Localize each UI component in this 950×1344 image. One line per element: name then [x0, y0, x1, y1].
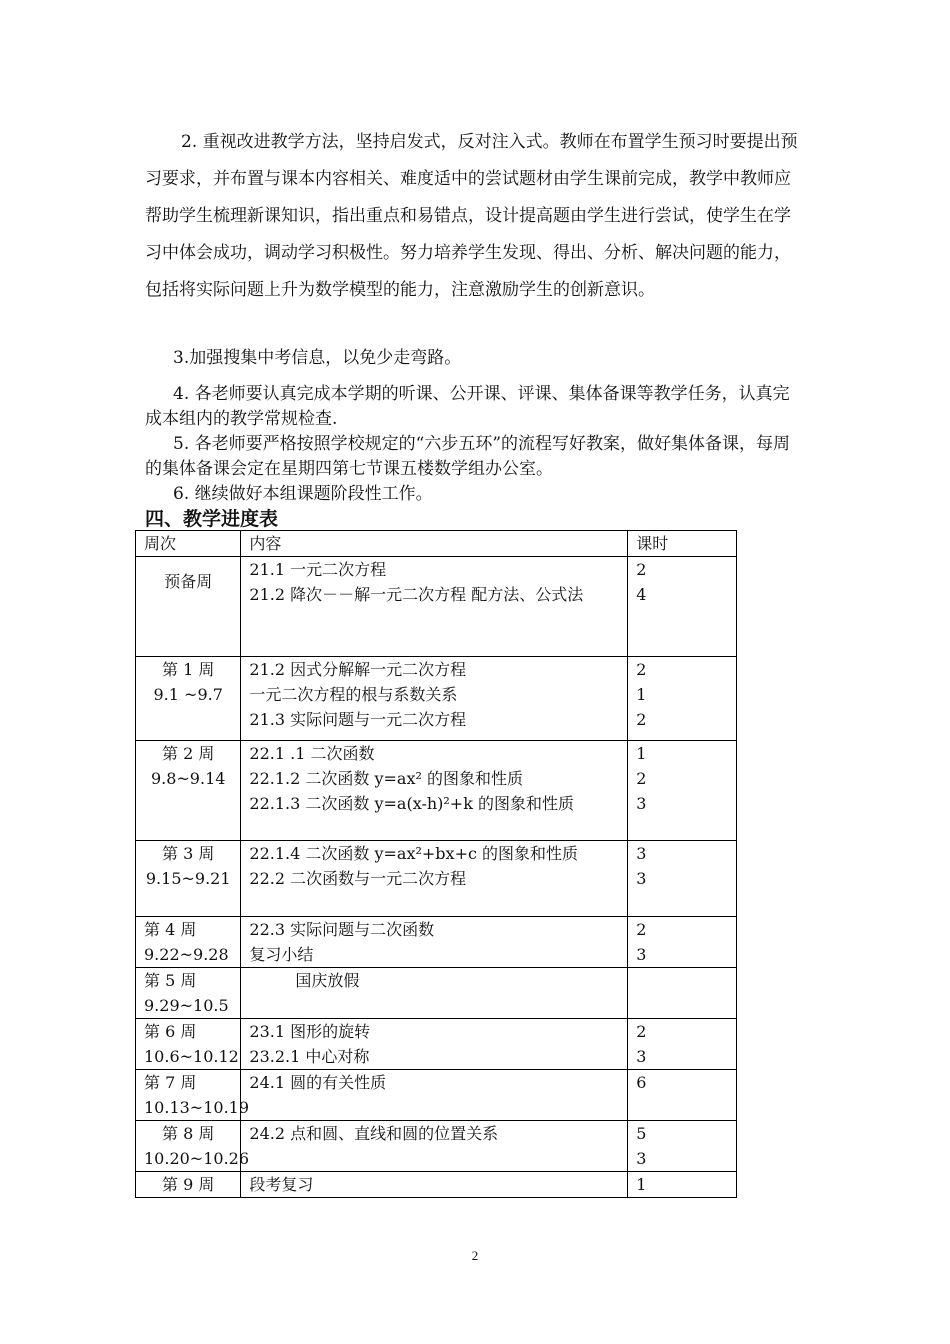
table-row	[136, 657, 737, 741]
table-row	[136, 557, 737, 657]
week-label: 第 6 周	[144, 1022, 197, 1041]
hours-value: 2	[636, 710, 647, 729]
content-line: 22.1.3 二次函数 y=a(x-h)²+k 的图象和性质	[249, 794, 574, 813]
header-content: 内容	[241, 531, 628, 557]
hours-value: 4	[636, 585, 647, 604]
content-line: 23.1 图形的旋转	[249, 1022, 371, 1041]
hours-value: 5	[636, 1124, 647, 1143]
week-cell	[136, 1070, 250, 1121]
header-hours: 课时	[628, 531, 737, 557]
week-cell	[136, 1019, 241, 1070]
table-header-row	[136, 531, 737, 557]
week-cell	[136, 741, 241, 841]
week-cell	[136, 1121, 250, 1172]
week-cell	[136, 968, 241, 1019]
content-line: 21.1 一元二次方程	[249, 560, 387, 579]
week-dates: 9.1 ~9.7	[153, 685, 223, 704]
week-label: 第 7 周	[144, 1073, 197, 1092]
content-cell	[241, 557, 628, 657]
week-cell	[136, 841, 241, 917]
hours-value: 2	[636, 1022, 647, 1041]
content-cell	[241, 1121, 628, 1172]
paragraph-exam-info: 3.加强搜集中考信息，以免少走弯路。	[173, 348, 462, 368]
schedule-table	[135, 530, 737, 1198]
hours-cell	[628, 841, 737, 917]
hours-value: 1	[636, 744, 647, 763]
content-cell	[241, 741, 628, 841]
content-cell	[241, 1070, 628, 1121]
content-line: 22.1.2 二次函数 y=ax² 的图象和性质	[249, 769, 523, 788]
hours-value: 3	[636, 794, 647, 813]
week-dates: 9.8~9.14	[150, 769, 226, 788]
week-label: 第 1 周	[162, 660, 215, 679]
week-label: 第 2 周	[162, 744, 215, 763]
content-cell	[241, 657, 628, 741]
hours-value: 3	[636, 844, 647, 863]
section-heading: 四、教学进度表	[145, 508, 279, 530]
hours-cell	[628, 657, 737, 741]
table-row	[136, 1070, 737, 1121]
content-line: 复习小结	[249, 945, 314, 964]
hours-value: 1	[636, 685, 647, 704]
content-line: 段考复习	[249, 1175, 314, 1194]
hours-value: 1	[636, 1175, 647, 1194]
page-number: 2	[471, 1248, 479, 1263]
table-row	[136, 968, 737, 1019]
table-row	[136, 917, 737, 968]
week-label: 第 4 周	[144, 920, 197, 939]
hours-value: 2	[636, 769, 647, 788]
paragraph-teaching-method: 2. 重视改进教学方法，坚持启发式，反对注入式。教师在布置学生预习时要提出预习要求，并布置与课本内容相关、难度适中的尝试题材由学生课前完成，教学中教师应帮助学生梳理新课知识，指出重点和易错点，设计提高题由学生进行尝试，使学生在学习中体会成功，调动学习积极性。努力培养学生发现、得出、分析、解决问题的能力，包括将实际问题上升为数学模型的能力，注意激励学生的创新意识。	[145, 132, 798, 300]
content-line: 22.2 二次函数与一元二次方程	[249, 869, 467, 888]
week-cell	[136, 917, 241, 968]
hours-value: 2	[636, 920, 647, 939]
week-cell	[136, 1172, 241, 1198]
content-line: 22.1.4 二次函数 y=ax²+bx+c 的图象和性质	[249, 844, 579, 863]
content-line: 23.2.1 中心对称	[249, 1047, 370, 1066]
header-week: 周次	[136, 531, 241, 557]
paragraph-lesson-plans: 5. 各老师要严格按照学校规定的“六步五环”的流程写好教案，做好集体备课，每周的集体备课会定在星期四第七节课五楼数学组办公室。	[145, 434, 791, 479]
week-cell	[136, 557, 241, 657]
table-row	[136, 741, 737, 841]
content-line: 国庆放假	[295, 971, 360, 990]
paragraph-lesson-tasks: 4. 各老师要认真完成本学期的听课、公开课、评课、集体备课等教学任务，认真完成本组内的教学常规检查.	[145, 384, 790, 429]
hours-cell	[628, 557, 737, 657]
table-row	[136, 841, 737, 917]
week-dates: 9.22~9.28	[144, 945, 229, 964]
hours-cell	[628, 741, 737, 841]
hours-value: 2	[636, 560, 647, 579]
week-dates: 9.15~9.21	[145, 869, 231, 888]
content-cell	[241, 917, 628, 968]
hours-cell	[628, 1172, 737, 1198]
content-line: 22.3 实际问题与二次函数	[249, 920, 435, 939]
hours-value: 3	[636, 1047, 647, 1066]
week-dates: 10.20~10.26	[144, 1149, 250, 1168]
table-row	[136, 1121, 737, 1172]
week-label: 第 3 周	[162, 844, 215, 863]
week-label: 第 8 周	[162, 1124, 215, 1143]
hours-value: 3	[636, 869, 647, 888]
week-dates: 10.13~10.19	[144, 1098, 250, 1117]
hours-cell	[628, 917, 737, 968]
week-dates: 9.29~10.5	[144, 996, 229, 1015]
week-label: 第 5 周	[144, 971, 197, 990]
hours-value: 6	[636, 1073, 647, 1092]
content-cell	[241, 1019, 628, 1070]
content-line: 一元二次方程的根与系数关系	[249, 685, 458, 704]
paragraph-research-work: 6. 继续做好本组课题阶段性工作。	[173, 484, 433, 504]
week-cell	[136, 657, 241, 741]
content-cell	[241, 841, 628, 917]
content-line: 21.3 实际问题与一元二次方程	[249, 710, 467, 729]
hours-value: 2	[636, 660, 647, 679]
hours-value: 3	[636, 945, 647, 964]
hours-cell	[628, 1019, 737, 1070]
table-row	[136, 1019, 737, 1070]
content-line: 24.1 圆的有关性质	[249, 1073, 387, 1092]
hours-cell	[628, 1121, 737, 1172]
week-dates: 10.6~10.12	[144, 1047, 239, 1066]
content-line: 21.2 因式分解解一元二次方程	[249, 660, 467, 679]
content-line: 22.1 .1 二次函数	[249, 744, 375, 763]
hours-cell	[628, 968, 737, 1019]
hours-cell	[628, 1070, 737, 1121]
week-label: 预备周	[164, 572, 213, 591]
week-label: 第 9 周	[162, 1175, 215, 1194]
content-line: 24.2 点和圆、直线和圆的位置关系	[249, 1124, 499, 1143]
hours-value: 3	[636, 1149, 647, 1168]
content-cell	[241, 968, 628, 1019]
content-line: 21.2 降次－－解一元二次方程 配方法、公式法	[249, 585, 584, 604]
table-row	[136, 1172, 737, 1198]
content-cell	[241, 1172, 628, 1198]
